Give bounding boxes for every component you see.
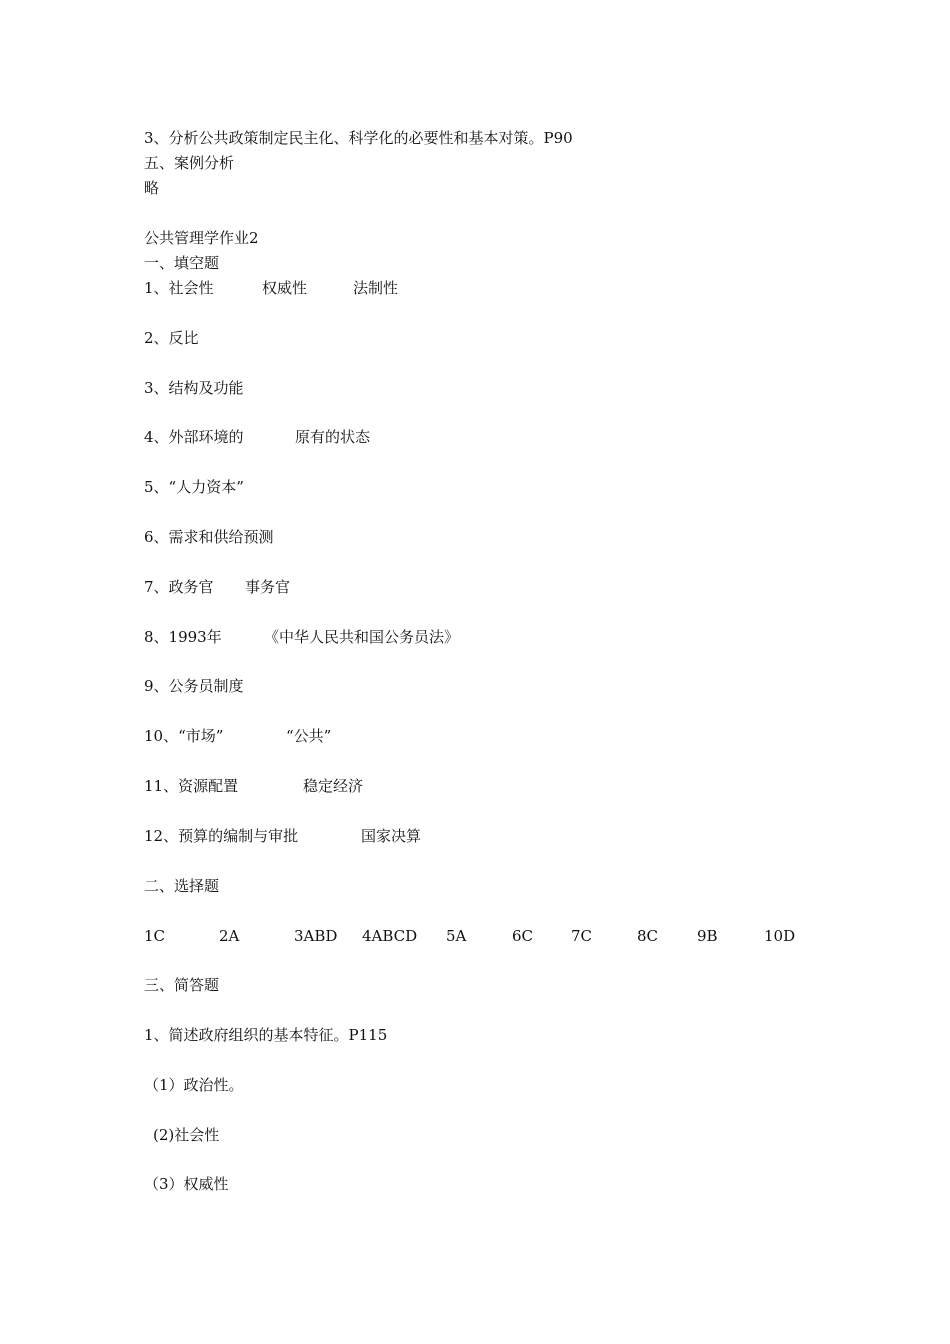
fill-answer-8: 8、1993年 bbox=[144, 628, 222, 646]
fill-answer-1-c: 法制性 bbox=[353, 279, 399, 297]
omitted-text: 略 bbox=[144, 179, 160, 197]
choice-answer: 8C bbox=[637, 927, 659, 945]
fill-answer-10-b: “公共” bbox=[286, 727, 332, 745]
fill-answer-1: 1、社会性 bbox=[144, 279, 214, 297]
fill-answer-3: 3、结构及功能 bbox=[144, 379, 244, 397]
choice-answer: 5A bbox=[446, 927, 467, 945]
choice-answer: 2A bbox=[219, 927, 240, 945]
feature-item: (2)社会性 bbox=[153, 1126, 220, 1144]
fill-answer-11: 11、资源配置 bbox=[144, 777, 239, 795]
fill-answer-4-b: 原有的状态 bbox=[295, 428, 371, 446]
fill-answer-12: 12、预算的编制与审批 bbox=[144, 827, 299, 845]
feature-item: （1）政治性。 bbox=[144, 1076, 244, 1094]
choice-answer: 7C bbox=[571, 927, 593, 945]
fill-answer-12-b: 国家决算 bbox=[361, 827, 422, 845]
assignment-title: 公共管理学作业2 bbox=[144, 229, 259, 247]
fill-answer-8-b: 《中华人民共和国公务员法》 bbox=[264, 628, 460, 646]
fill-answer-11-b: 稳定经济 bbox=[303, 777, 364, 795]
section-multiple-choice: 二、选择题 bbox=[144, 877, 220, 895]
short-answer-1: 1、简述政府组织的基本特征。P115 bbox=[144, 1026, 388, 1044]
fill-answer-5: 5、“人力资本” bbox=[144, 478, 244, 496]
fill-answer-10: 10、“市场” bbox=[144, 727, 224, 745]
section-short-answer: 三、简答题 bbox=[144, 976, 220, 994]
choice-answer: 10D bbox=[764, 927, 796, 945]
section-fill-in-blank: 一、填空题 bbox=[144, 254, 220, 272]
choice-answer: 3ABD bbox=[294, 927, 338, 945]
fill-answer-4: 4、外部环境的 bbox=[144, 428, 244, 446]
section-case-analysis: 五、案例分析 bbox=[144, 154, 235, 172]
fill-answer-2: 2、反比 bbox=[144, 329, 199, 347]
question-3-policy: 3、分析公共政策制定民主化、科学化的必要性和基本对策。P90 bbox=[144, 129, 573, 147]
feature-item: （3）权威性 bbox=[144, 1175, 229, 1193]
fill-answer-6: 6、需求和供给预测 bbox=[144, 528, 274, 546]
fill-answer-9: 9、公务员制度 bbox=[144, 677, 244, 695]
fill-answer-7: 7、政务官 bbox=[144, 578, 214, 596]
choice-answer: 1C bbox=[144, 927, 166, 945]
choice-answer: 4ABCD bbox=[362, 927, 418, 945]
fill-answer-7-b: 事务官 bbox=[245, 578, 291, 596]
choice-answer: 9B bbox=[697, 927, 718, 945]
fill-answer-1-b: 权威性 bbox=[262, 279, 308, 297]
choice-answer: 6C bbox=[512, 927, 534, 945]
